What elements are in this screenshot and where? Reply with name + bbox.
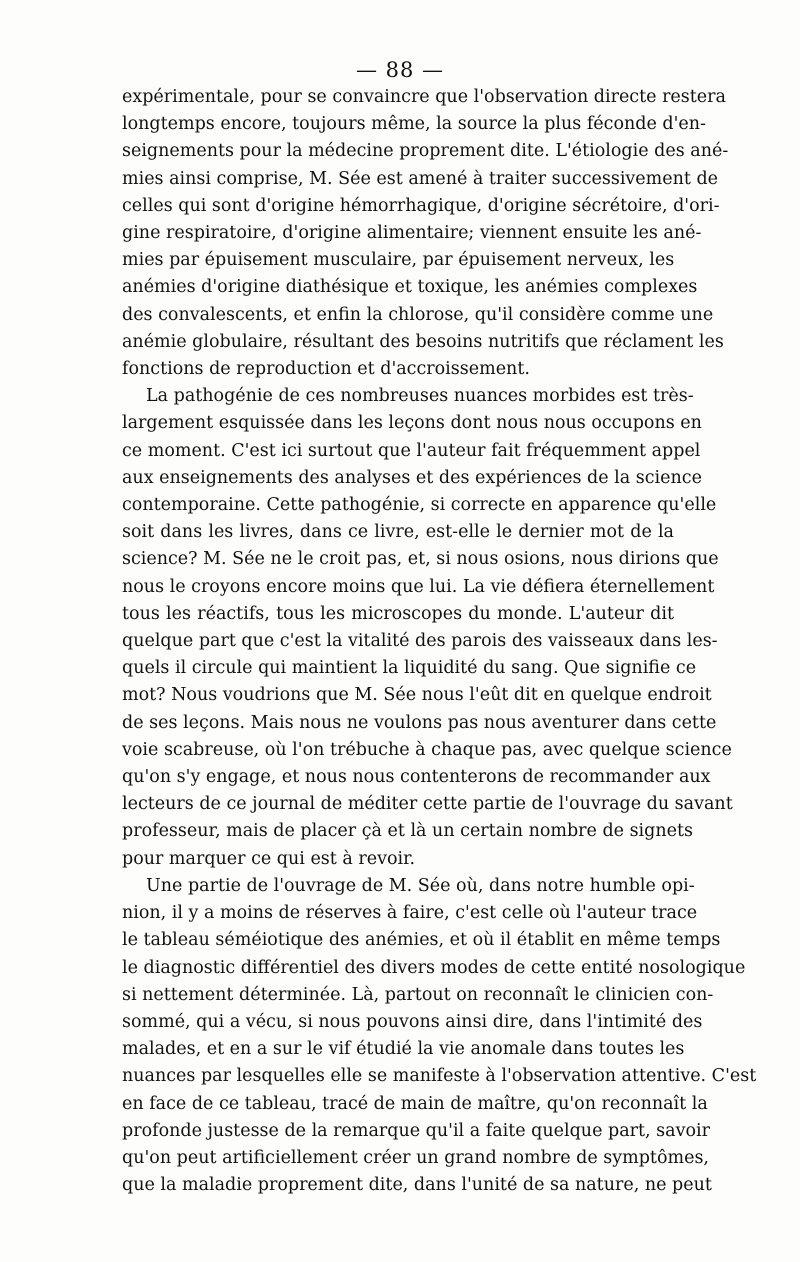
- text-line: soit dans les livres, dans ce livre, est-elle le dernier mot de la: [122, 522, 674, 543]
- text-line: si nettement déterminée. Là, partout on reconnaît le clinicien con-: [122, 984, 714, 1005]
- text-line: nion, il y a moins de réserves à faire, c'est celle où l'auteur trace: [122, 903, 698, 924]
- text-line: aux enseignements des analyses et des expériences de la science: [122, 467, 702, 488]
- text-line: ce moment. C'est ici surtout que l'auteur fait fréquemment appel: [122, 440, 701, 461]
- text-line: quelque part que c'est la vitalité des parois des vaisseaux dans les-: [122, 631, 718, 652]
- text-line: expérimentale, pour se convaincre que l'observation directe restera: [122, 87, 726, 107]
- text-line: mies par épuisement musculaire, par épuisement nerveux, les: [122, 250, 675, 271]
- text-line: fonctions de reproduction et d'accroissement.: [122, 359, 530, 380]
- text-line: qu'on peut artificiellement créer un grand nombre de symptômes,: [122, 1147, 709, 1168]
- text-line: quels il circule qui maintient la liquidité du sang. Que signifie ce: [122, 658, 697, 679]
- text-line: La pathogénie de ces nombreuses nuances morbides est très-: [146, 386, 694, 407]
- text-line: que la maladie proprement dite, dans l'unité de sa nature, ne peut: [122, 1175, 712, 1196]
- body-text: [122, 84, 757, 1199]
- text-line: pour marquer ce qui est à revoir.: [122, 848, 416, 869]
- text-line: largement esquissée dans les leçons dont nous nous occupons en: [122, 413, 702, 434]
- text-line: contemporaine. Cette pathogénie, si correcte en apparence qu'elle: [122, 495, 717, 516]
- text-line: nuances par lesquelles elle se manifeste à l'observation attentive. C'est: [122, 1066, 757, 1087]
- text-line: celles qui sont d'origine hémorrhagique, d'origine sécrétoire, d'ori-: [122, 195, 720, 216]
- text-line: de ses leçons. Mais nous ne voulons pas nous aventurer dans cette: [122, 712, 717, 733]
- text-line: mies ainsi comprise, M. Sée est amené à traiter successivement de: [122, 168, 719, 189]
- text-line: anémie globulaire, résultant des besoins nutritifs que réclament les: [122, 331, 724, 352]
- text-line: longtemps encore, toujours même, la source la plus féconde d'en-: [122, 114, 706, 135]
- text-line: seignements pour la médecine proprement dite. L'étiologie des ané-: [122, 141, 729, 162]
- page-number: — 88 —: [355, 58, 445, 82]
- text-line: qu'on s'y engage, et nous nous contenterons de recommander aux: [122, 767, 711, 788]
- text-line: malades, et en a sur le vif étudié la vie anomale dans toutes les: [122, 1039, 685, 1060]
- text-line: le diagnostic différentiel des divers modes de cette entité nosologique: [122, 957, 746, 978]
- text-line: Une partie de l'ouvrage de M. Sée où, dans notre humble opi-: [146, 875, 695, 896]
- text-line: en face de ce tableau, tracé de main de maître, qu'on reconnaît la: [122, 1093, 708, 1114]
- text-line: voie scabreuse, où l'on trébuche à chaque pas, avec quelque science: [122, 739, 732, 760]
- text-line: anémies d'origine diathésique et toxique, les anémies complexes: [122, 277, 698, 298]
- text-line: sommé, qui a vécu, si nous pouvons ainsi dire, dans l'intimité des: [122, 1011, 703, 1032]
- text-line: nous le croyons encore moins que lui. La vie défiera éternellement: [122, 576, 715, 597]
- text-line: le tableau séméiotique des anémies, et où il établit en même temps: [122, 930, 721, 951]
- text-line: tous les réactifs, tous les microscopes du monde. L'auteur dit: [122, 603, 674, 624]
- text-line: mot? Nous voudrions que M. Sée nous l'eût dit en quelque endroit: [122, 685, 712, 706]
- text-line: lecteurs de ce journal de méditer cette partie de l'ouvrage du savant: [122, 794, 733, 815]
- text-line: profonde justesse de la remarque qu'il a faite quelque part, savoir: [122, 1120, 710, 1141]
- text-line: gine respiratoire, d'origine alimentaire; viennent ensuite les ané-: [122, 223, 702, 244]
- text-line: science? M. Sée ne le croit pas, et, si nous osions, nous dirions que: [122, 549, 719, 570]
- text-line: des convalescents, et enfin la chlorose, qu'il considère comme une: [122, 304, 714, 325]
- text-line: professeur, mais de placer çà et là un certain nombre de signets: [122, 821, 693, 842]
